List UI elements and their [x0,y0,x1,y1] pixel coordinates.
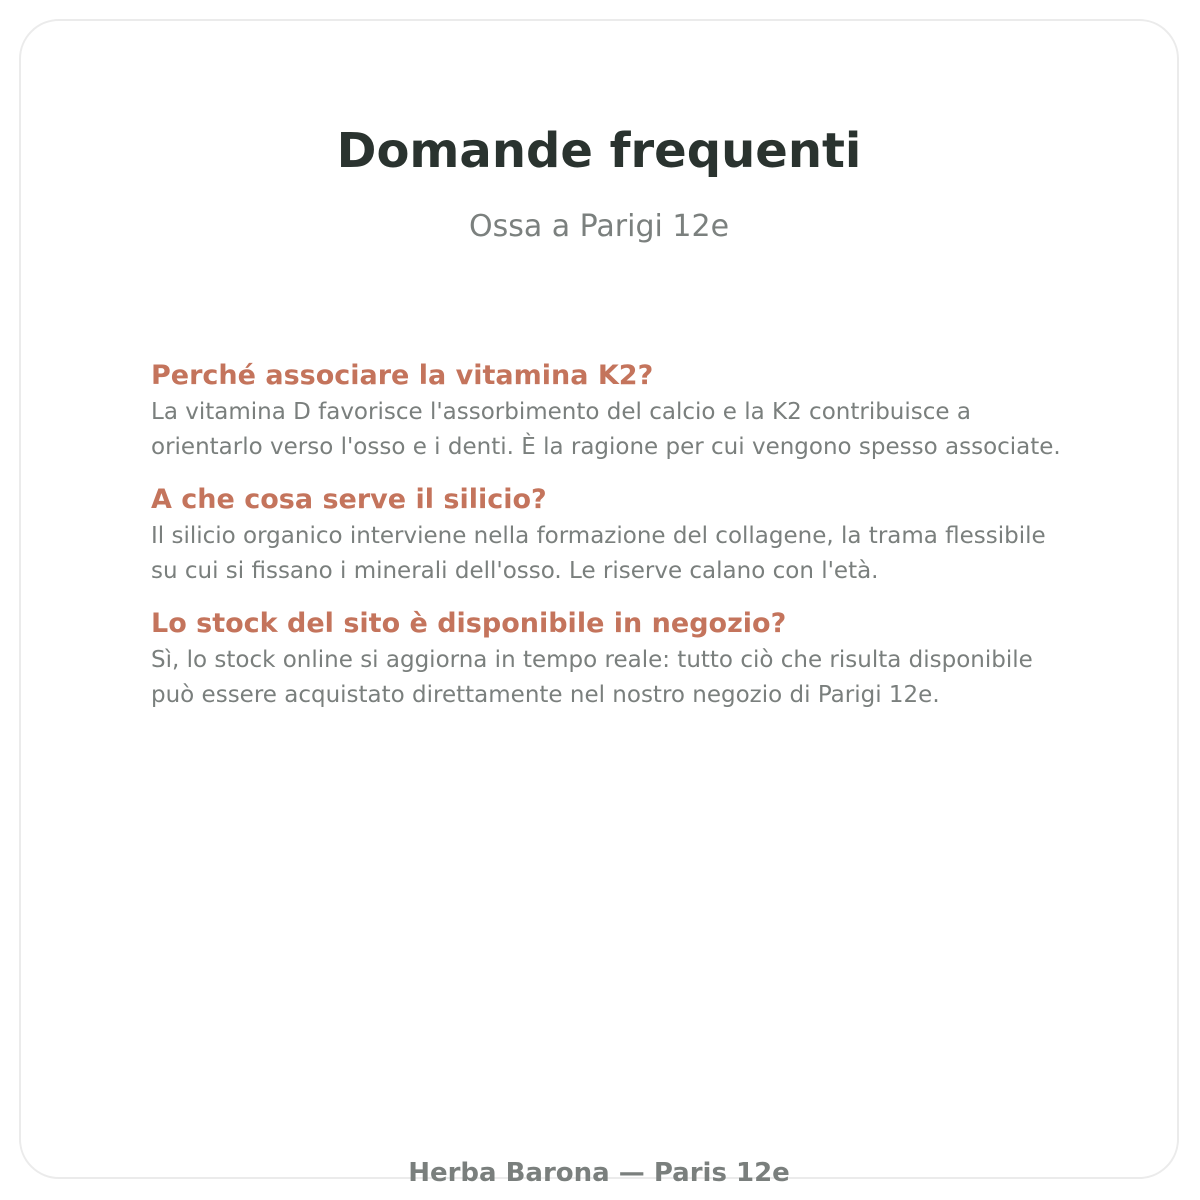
faq-item [151,481,1141,589]
page-subtitle: Ossa a Parigi 12e [468,209,730,244]
faq-item [151,605,1141,713]
faq-question: Perché associare la vitamina K2? [151,360,654,391]
faq-question: A che cosa serve il silicio? [151,484,547,515]
footer-brand: Herba Barona — Paris 12e [408,1158,790,1188]
faq-list [151,357,1141,729]
faq-item [151,357,1141,465]
faq-answer: Sì, lo stock online si aggiorna in tempo reale: tutto ciò che risulta disponibile può essere acquistato direttamente nel nostro negozio di Parigi 12e. [151,647,1033,708]
page-title: Domande frequenti [336,123,862,179]
faq-answer: Il silicio organico interviene nella formazione del collagene, la trama flessibile su cui si fissano i minerali dell'osso. Le riserve calano con l'età. [151,523,1046,584]
faq-question: Lo stock del sito è disponibile in negozio? [151,608,787,639]
faq-answer: La vitamina D favorisce l'assorbimento del calcio e la K2 contribuisce a orientarlo verso l'osso e i denti. È la ragione per cui vengono spesso associate. [151,399,1061,460]
faq-card [19,19,1179,1188]
